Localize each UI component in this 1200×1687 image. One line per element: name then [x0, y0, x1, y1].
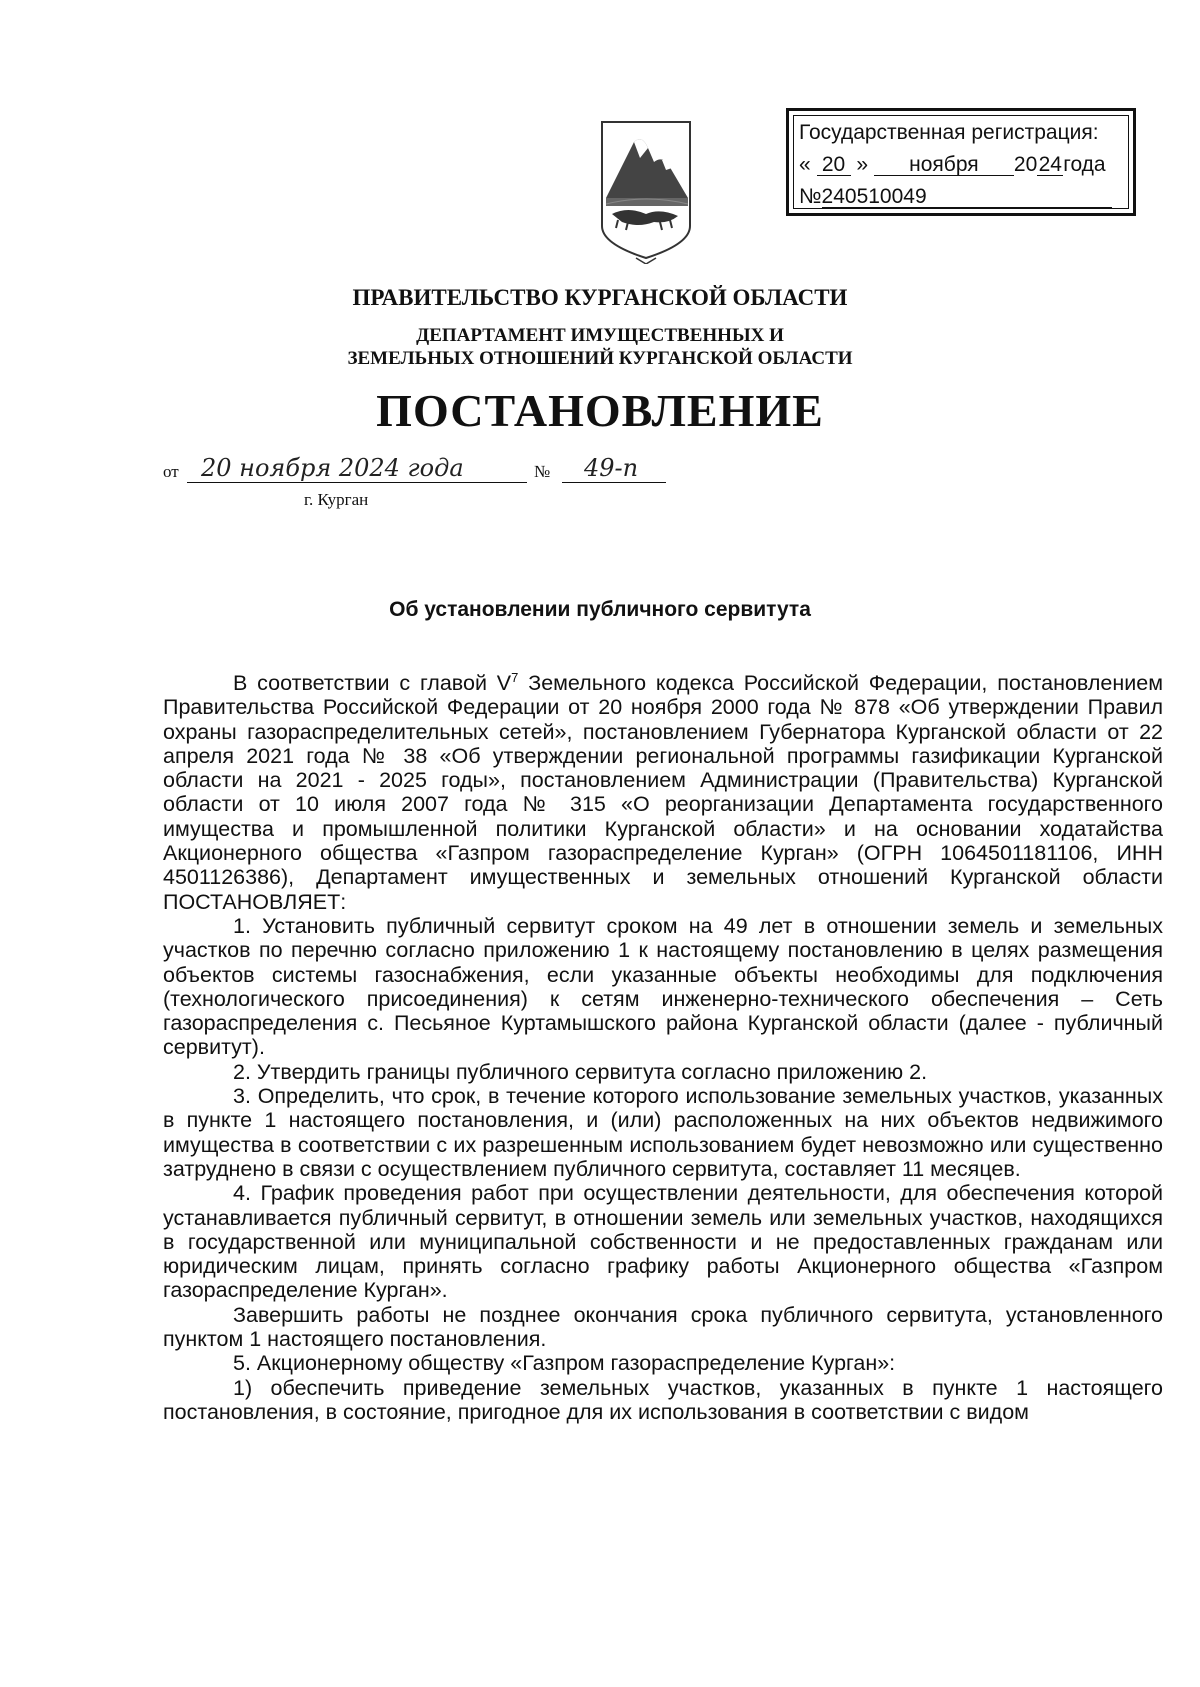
document-body: [163, 671, 1163, 1424]
registration-quote-close: »: [856, 153, 869, 176]
intro-superscript: 7: [511, 669, 519, 685]
registration-year-prefix: 20: [1013, 153, 1038, 176]
intro-text-rest: Земельного кодекса Российской Федерации, постановлением Правительства Российской Федерации от 20 ноября 2000 года № 878 «Об утверждении Правил охраны газораспределительных сетей», постановлением Губернатора Курганской области от 22 апреля 2021 года № 38 «Об утверждении региональной программы газификации Курганской области на 2021 - 2025 годы», постановлением Администрации (Правительства) Курганской области от 10 июля 2007 года № 315 «О реорганизации Департамента государственного имущества и промышленной политики Курганской области» и на основании ходатайства Акционерного общества «Газпром газораспределение Курган» (ОГРН 1064501181106, ИНН 4501126386), Департамент имущественных и земельных отношений Курганской области ПОСТАНОВЛЯЕТ:: [163, 671, 1163, 914]
paragraph-5-item-1: 1) обеспечить приведение земельных участков, указанных в пункте 1 настоящего постановления, в состояние, пригодное для их использования в соответствии с видом: [163, 1375, 1163, 1424]
registration-title: Государственная регистрация:: [799, 121, 1099, 144]
registration-month: ноября: [874, 155, 1014, 176]
city-label: г. Курган: [304, 490, 369, 509]
government-heading: ПРАВИТЕЛЬСТВО КУРГАНСКОЙ ОБЛАСТИ: [352, 285, 848, 310]
intro-text-start: В соответствии с главой V: [233, 671, 512, 695]
paragraph-4: 4. График проведения работ при осуществлении деятельности, для обеспечения которой устанавливается публичный сервитут, в отношении земель или земельных участков, находящихся в государственной или муниципальной собственности и не предоставленных гражданам или юридическим лицам, принять согласно графику работы Акционерного общества «Газпром газораспределение Курган».: [163, 1181, 1163, 1303]
handwritten-date: 20 ноября 2024 года: [201, 454, 464, 482]
registration-number-line: [799, 185, 1112, 209]
registration-number-label: №: [799, 185, 822, 208]
paragraph-3: 3. Определить, что срок, в течение которого использование земельных участков, указанных в пункте 1 настоящего постановления, и (или) расположенных на них объектов недвижимого имущества в соответствии с их разрешенным использованием будет невозможно или существенно затруднено в связи с осуществлением публичного сервитута, составляет 11 месяцев.: [163, 1084, 1163, 1181]
document-subject: Об установлении публичного сервитута: [389, 598, 811, 621]
registration-number: 240510049: [822, 187, 1112, 208]
decree-number-label: №: [534, 462, 551, 481]
registration-day: 20: [817, 155, 851, 176]
registration-year-suffix: 24: [1038, 153, 1062, 176]
date-from-label: от: [163, 462, 179, 481]
coat-of-arms-icon: [598, 118, 694, 264]
registration-stamp: [786, 108, 1136, 216]
paragraph-1: 1. Установить публичный сервитут сроком на 49 лет в отношении земель и земельных участков по перечню согласно приложению 1 к настоящему постановлению в целях размещения объектов системы газоснабжения, если указанные объекты необходимы для подключения (технологического присоединения) к сетям инженерно-технического обеспечения – Сеть газораспределения с. Песьяное Куртамышского района Курганской области (далее - публичный сервитут).: [163, 913, 1163, 1060]
handwritten-number: 49-п: [584, 454, 639, 482]
registration-date: [799, 153, 1106, 177]
registration-year-word: года: [1063, 153, 1106, 176]
date-field: [187, 456, 527, 483]
registration-quote-open: «: [799, 153, 811, 176]
intro-paragraph: [163, 671, 1163, 914]
decree-number-field: [562, 456, 666, 483]
paragraph-4-continued: Завершить работы не позднее окончания срока публичного сервитута, установленного пунктом 1 настоящего постановления.: [163, 1302, 1163, 1352]
department-heading-line2: ЗЕМЕЛЬНЫХ ОТНОШЕНИЙ КУРГАНСКОЙ ОБЛАСТИ: [347, 348, 853, 369]
paragraph-5: 5. Акционерному обществу «Газпром газораспределение Курган»:: [233, 1351, 896, 1376]
document-type-title: ПОСТАНОВЛЕНИЕ: [376, 385, 824, 436]
department-heading-line1: ДЕПАРТАМЕНТ ИМУЩЕСТВЕННЫХ И: [416, 325, 784, 346]
paragraph-2: 2. Утвердить границы публичного сервитута согласно приложению 2.: [233, 1059, 928, 1084]
